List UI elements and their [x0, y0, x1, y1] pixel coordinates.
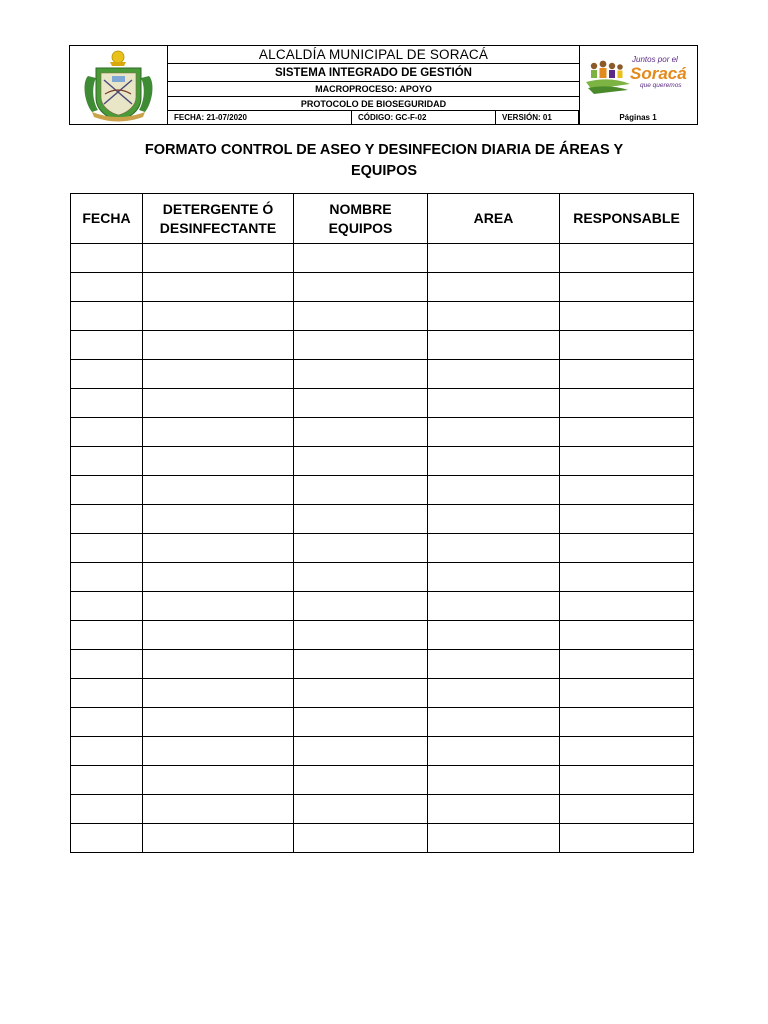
cell-area[interactable]: [428, 389, 560, 418]
cell-detergente[interactable]: [143, 418, 294, 447]
cell-nombre-equipos[interactable]: [294, 563, 428, 592]
cell-area[interactable]: [428, 331, 560, 360]
cell-nombre-equipos[interactable]: [294, 650, 428, 679]
cell-fecha[interactable]: [71, 302, 143, 331]
cell-area[interactable]: [428, 273, 560, 302]
cell-responsable[interactable]: [560, 331, 694, 360]
table-row: [71, 766, 694, 795]
cell-nombre-equipos[interactable]: [294, 244, 428, 273]
column-header-responsable: RESPONSABLE: [560, 194, 694, 244]
table-header: [71, 194, 694, 244]
cell-responsable[interactable]: [560, 447, 694, 476]
cell-fecha[interactable]: [71, 331, 143, 360]
cell-responsable[interactable]: [560, 418, 694, 447]
cell-nombre-equipos[interactable]: [294, 708, 428, 737]
cell-detergente[interactable]: [143, 302, 294, 331]
cell-detergente[interactable]: [143, 331, 294, 360]
cell-nombre-equipos[interactable]: [294, 824, 428, 853]
cell-responsable[interactable]: [560, 360, 694, 389]
cell-nombre-equipos[interactable]: [294, 389, 428, 418]
table-row: [71, 679, 694, 708]
cell-nombre-equipos[interactable]: [294, 592, 428, 621]
table-row: [71, 650, 694, 679]
cell-detergente[interactable]: [143, 795, 294, 824]
cell-responsable[interactable]: [560, 621, 694, 650]
table-row: [71, 302, 694, 331]
cell-detergente[interactable]: [143, 824, 294, 853]
header-row: [71, 194, 694, 244]
column-header-nombre-equipos: NOMBRE EQUIPOS: [294, 194, 428, 244]
table-row: [71, 273, 694, 302]
cell-nombre-equipos[interactable]: [294, 679, 428, 708]
table-row: [71, 244, 694, 273]
cell-detergente[interactable]: [143, 708, 294, 737]
cell-fecha[interactable]: [71, 360, 143, 389]
soraca-brand-logo: [579, 46, 697, 124]
macroprocess-label: MACROPROCESO: APOYO: [168, 82, 579, 97]
cell-area[interactable]: [428, 302, 560, 331]
cell-responsable[interactable]: [560, 795, 694, 824]
meta-pages: Páginas 1: [619, 113, 657, 122]
document-header: [69, 45, 698, 125]
cell-detergente[interactable]: [143, 273, 294, 302]
cell-detergente[interactable]: [143, 505, 294, 534]
cell-detergente[interactable]: [143, 534, 294, 563]
cell-nombre-equipos[interactable]: [294, 302, 428, 331]
cell-fecha[interactable]: [71, 476, 143, 505]
table-row: [71, 476, 694, 505]
cell-responsable[interactable]: [560, 273, 694, 302]
form-title-line-2: EQUIPOS: [350, 163, 418, 179]
table-row: [71, 389, 694, 418]
cell-nombre-equipos[interactable]: [294, 534, 428, 563]
cell-fecha[interactable]: [71, 244, 143, 273]
institution-name: ALCALDÍA MUNICIPAL DE SORACÁ: [168, 46, 579, 64]
cell-area[interactable]: [428, 679, 560, 708]
table-row: [71, 795, 694, 824]
table-row: [71, 708, 694, 737]
meta-date: FECHA: 21-07/2020: [168, 111, 352, 124]
table-row: [71, 621, 694, 650]
cell-fecha[interactable]: [71, 737, 143, 766]
form-title-line-1: FORMATO CONTROL DE ASEO Y DESINFECION DIARIA DE ÁREAS Y: [144, 142, 624, 158]
cell-detergente[interactable]: [143, 389, 294, 418]
cell-area[interactable]: [428, 447, 560, 476]
cell-area[interactable]: [428, 766, 560, 795]
cell-nombre-equipos[interactable]: [294, 505, 428, 534]
soraca-people-icon: [580, 46, 697, 110]
cell-detergente[interactable]: [143, 592, 294, 621]
cell-fecha[interactable]: [71, 592, 143, 621]
cell-fecha[interactable]: [71, 766, 143, 795]
logo-tagline-top: Juntos por el: [632, 55, 678, 64]
table-row: [71, 824, 694, 853]
cell-area[interactable]: [428, 650, 560, 679]
cell-nombre-equipos[interactable]: [294, 737, 428, 766]
cell-area[interactable]: [428, 244, 560, 273]
cell-area[interactable]: [428, 534, 560, 563]
column-header-detergente: DETERGENTE Ó DESINFECTANTE: [143, 194, 294, 244]
column-header-fecha: FECHA: [71, 194, 143, 244]
cell-fecha[interactable]: [71, 447, 143, 476]
cell-detergente[interactable]: [143, 244, 294, 273]
cell-responsable[interactable]: [560, 563, 694, 592]
cell-area[interactable]: [428, 418, 560, 447]
meta-code: CÓDIGO: GC-F-02: [352, 111, 496, 124]
municipal-coat-of-arms-logo: [70, 46, 168, 124]
cell-fecha[interactable]: [71, 273, 143, 302]
cell-detergente[interactable]: [143, 737, 294, 766]
cell-detergente[interactable]: [143, 563, 294, 592]
cell-responsable[interactable]: [560, 244, 694, 273]
table-row: [71, 418, 694, 447]
table-row: [71, 331, 694, 360]
logo-brand-name: Soracá: [630, 64, 687, 83]
table-row: [71, 505, 694, 534]
cell-area[interactable]: [428, 737, 560, 766]
system-name: SISTEMA INTEGRADO DE GESTIÓN: [168, 64, 579, 82]
table-body: [71, 244, 694, 853]
table-row: [71, 563, 694, 592]
cell-fecha[interactable]: [71, 650, 143, 679]
cell-detergente[interactable]: [143, 621, 294, 650]
cell-fecha[interactable]: [71, 389, 143, 418]
cell-fecha[interactable]: [71, 795, 143, 824]
cell-responsable[interactable]: [560, 505, 694, 534]
cell-area[interactable]: [428, 824, 560, 853]
cell-responsable[interactable]: [560, 534, 694, 563]
cell-responsable[interactable]: [560, 824, 694, 853]
cell-area[interactable]: [428, 621, 560, 650]
cell-detergente[interactable]: [143, 476, 294, 505]
cell-detergente[interactable]: [143, 360, 294, 389]
cell-nombre-equipos[interactable]: [294, 273, 428, 302]
cell-area[interactable]: [428, 476, 560, 505]
cell-area[interactable]: [428, 708, 560, 737]
cell-responsable[interactable]: [560, 679, 694, 708]
table-row: [71, 360, 694, 389]
cell-fecha[interactable]: [71, 534, 143, 563]
cell-area[interactable]: [428, 592, 560, 621]
cell-responsable[interactable]: [560, 766, 694, 795]
cell-fecha[interactable]: [71, 824, 143, 853]
cell-detergente[interactable]: [143, 447, 294, 476]
cell-detergente[interactable]: [143, 766, 294, 795]
cell-nombre-equipos[interactable]: [294, 621, 428, 650]
form-title: [100, 140, 668, 182]
cell-fecha[interactable]: [71, 418, 143, 447]
cell-nombre-equipos[interactable]: [294, 795, 428, 824]
cell-nombre-equipos[interactable]: [294, 476, 428, 505]
cell-area[interactable]: [428, 563, 560, 592]
cell-responsable[interactable]: [560, 650, 694, 679]
cell-fecha[interactable]: [71, 563, 143, 592]
cell-area[interactable]: [428, 795, 560, 824]
cleaning-control-table: [70, 193, 694, 853]
table-row: [71, 592, 694, 621]
coat-of-arms-icon: [70, 46, 167, 124]
cell-nombre-equipos[interactable]: [294, 360, 428, 389]
cell-nombre-equipos[interactable]: [294, 447, 428, 476]
cell-fecha[interactable]: [71, 621, 143, 650]
cell-detergente[interactable]: [143, 679, 294, 708]
cell-nombre-equipos[interactable]: [294, 418, 428, 447]
cell-nombre-equipos[interactable]: [294, 331, 428, 360]
protocol-label: PROTOCOLO DE BIOSEGURIDAD: [168, 97, 579, 111]
cell-fecha[interactable]: [71, 708, 143, 737]
cell-responsable[interactable]: [560, 476, 694, 505]
cell-responsable[interactable]: [560, 708, 694, 737]
cell-responsable[interactable]: [560, 592, 694, 621]
meta-version: VERSIÓN: 01: [496, 111, 579, 124]
column-header-area: AREA: [428, 194, 560, 244]
cell-detergente[interactable]: [143, 650, 294, 679]
cell-area[interactable]: [428, 360, 560, 389]
cell-responsable[interactable]: [560, 302, 694, 331]
table-row: [71, 447, 694, 476]
cell-responsable[interactable]: [560, 389, 694, 418]
cell-fecha[interactable]: [71, 679, 143, 708]
cell-nombre-equipos[interactable]: [294, 766, 428, 795]
cell-area[interactable]: [428, 505, 560, 534]
logo-tagline-bottom: que queremos: [640, 82, 682, 89]
table-row: [71, 737, 694, 766]
cell-responsable[interactable]: [560, 737, 694, 766]
table-row: [71, 534, 694, 563]
cell-fecha[interactable]: [71, 505, 143, 534]
